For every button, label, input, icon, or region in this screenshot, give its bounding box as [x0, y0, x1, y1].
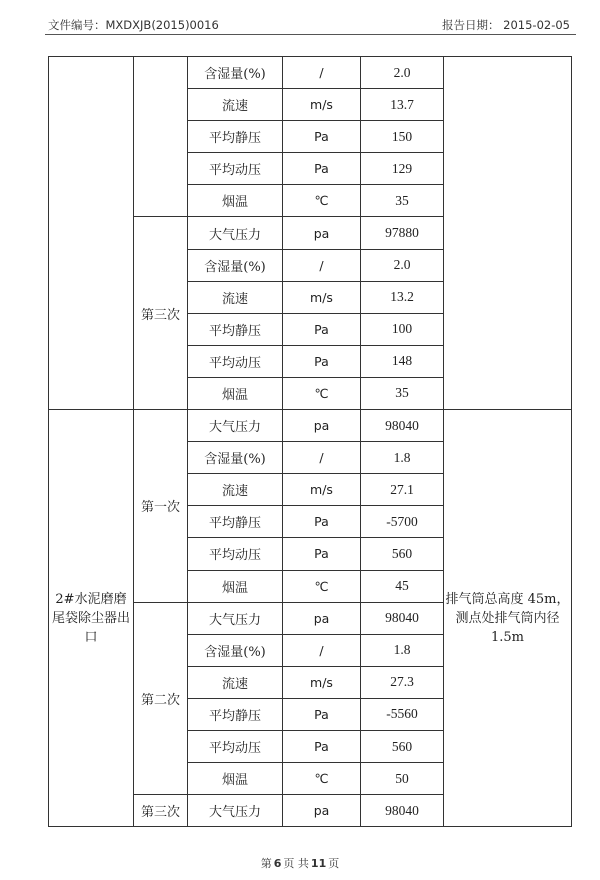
param-cell: 流速	[188, 666, 283, 698]
page-prefix: 第	[260, 857, 272, 870]
param-cell: 平均静压	[188, 313, 283, 345]
param-cell: 大气压力	[188, 602, 283, 634]
unit-cell: m/s	[283, 281, 361, 313]
unit-cell: Pa	[283, 506, 361, 538]
param-cell: 大气压力	[188, 410, 283, 442]
unit-cell: ℃	[283, 763, 361, 795]
unit-cell: pa	[283, 795, 361, 827]
value-cell: 560	[361, 538, 444, 570]
value-cell: 98040	[361, 795, 444, 827]
source-cell: 2#水泥磨磨尾袋除尘器出口	[49, 410, 134, 827]
total-pages: 11	[310, 857, 327, 870]
param-cell: 流速	[188, 89, 283, 121]
param-cell: 含湿量(%)	[188, 249, 283, 281]
value-cell: 50	[361, 763, 444, 795]
value-cell: 148	[361, 345, 444, 377]
value-cell: -5560	[361, 698, 444, 730]
value-cell: 129	[361, 153, 444, 185]
round-cell-continued	[134, 57, 188, 217]
round-cell: 第三次	[134, 795, 188, 827]
value-cell: 35	[361, 377, 444, 409]
document-number: 文件编号：MXDXJB(2015)0016	[48, 18, 219, 32]
unit-cell: m/s	[283, 666, 361, 698]
table-row	[49, 57, 572, 89]
unit-cell: ℃	[283, 377, 361, 409]
unit-cell: /	[283, 442, 361, 474]
unit-cell: Pa	[283, 730, 361, 762]
round-cell: 第三次	[134, 217, 188, 410]
unit-cell: pa	[283, 602, 361, 634]
value-cell: 1.8	[361, 442, 444, 474]
param-cell: 平均动压	[188, 345, 283, 377]
unit-cell: /	[283, 634, 361, 666]
header-divider	[45, 34, 576, 35]
param-cell: 大气压力	[188, 795, 283, 827]
unit-cell: ℃	[283, 570, 361, 602]
value-cell: 98040	[361, 602, 444, 634]
value-cell: 13.2	[361, 281, 444, 313]
param-cell: 流速	[188, 281, 283, 313]
param-cell: 平均静压	[188, 121, 283, 153]
param-cell: 烟温	[188, 185, 283, 217]
param-cell: 大气压力	[188, 217, 283, 249]
value-cell: 98040	[361, 410, 444, 442]
page-suffix: 页	[328, 857, 340, 870]
unit-cell: Pa	[283, 698, 361, 730]
table-row	[49, 410, 572, 442]
value-cell: 35	[361, 185, 444, 217]
unit-cell: pa	[283, 217, 361, 249]
value-cell: 13.7	[361, 89, 444, 121]
unit-cell: Pa	[283, 345, 361, 377]
value-cell: 150	[361, 121, 444, 153]
param-cell: 含湿量(%)	[188, 442, 283, 474]
monitoring-data-table	[48, 56, 572, 827]
param-cell: 平均动压	[188, 538, 283, 570]
unit-cell: pa	[283, 410, 361, 442]
value-cell: -5700	[361, 506, 444, 538]
value-cell: 97880	[361, 217, 444, 249]
unit-cell: Pa	[283, 538, 361, 570]
page-footer	[0, 855, 600, 871]
page-mid: 页 共	[283, 857, 309, 870]
page-number: 6	[273, 857, 282, 870]
unit-cell: /	[283, 57, 361, 89]
value-cell: 2.0	[361, 57, 444, 89]
unit-cell: Pa	[283, 153, 361, 185]
param-cell: 平均动压	[188, 153, 283, 185]
value-cell: 27.1	[361, 474, 444, 506]
value-cell: 45	[361, 570, 444, 602]
value-cell: 560	[361, 730, 444, 762]
round-cell: 第二次	[134, 602, 188, 795]
value-cell: 100	[361, 313, 444, 345]
value-cell: 2.0	[361, 249, 444, 281]
param-cell: 含湿量(%)	[188, 634, 283, 666]
unit-cell: m/s	[283, 89, 361, 121]
param-cell: 烟温	[188, 377, 283, 409]
param-cell: 平均动压	[188, 730, 283, 762]
note-cell: 排气筒总高度 45m，测点处排气筒内径 1.5m	[444, 410, 572, 827]
unit-cell: ℃	[283, 185, 361, 217]
source-cell-continued	[49, 57, 134, 410]
unit-cell: /	[283, 249, 361, 281]
value-cell: 27.3	[361, 666, 444, 698]
param-cell: 平均静压	[188, 506, 283, 538]
note-cell-continued	[444, 57, 572, 410]
param-cell: 烟温	[188, 570, 283, 602]
round-cell: 第一次	[134, 410, 188, 603]
param-cell: 烟温	[188, 763, 283, 795]
unit-cell: Pa	[283, 313, 361, 345]
param-cell: 含湿量(%)	[188, 57, 283, 89]
param-cell: 流速	[188, 474, 283, 506]
value-cell: 1.8	[361, 634, 444, 666]
unit-cell: m/s	[283, 474, 361, 506]
report-date: 报告日期： 2015-02-05	[442, 18, 570, 32]
param-cell: 平均静压	[188, 698, 283, 730]
unit-cell: Pa	[283, 121, 361, 153]
